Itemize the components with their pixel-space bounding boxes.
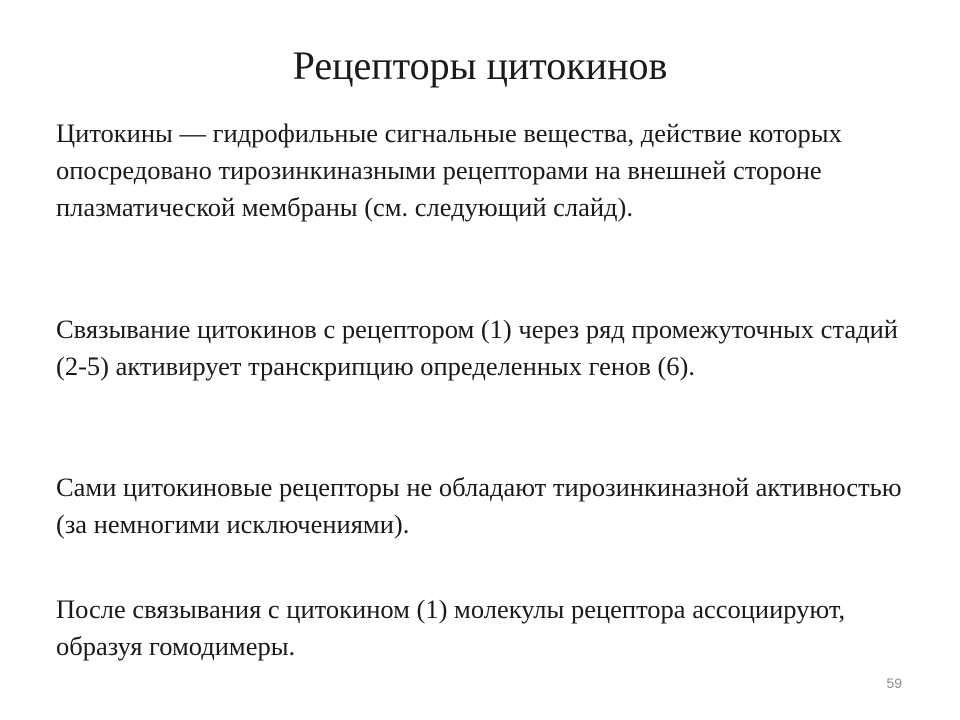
paragraph-receptor-binding: Связывание цитокинов с рецептором (1) через ряд промежуточных стадий (2-5) активирует транскрипцию определенных генов (6). — [56, 314, 898, 381]
paragraph-homodimers: После связывания с цитокином (1) молекулы рецептора ассоциируют, образуя гомодимеры. — [56, 594, 846, 661]
slide-title: Рецепторы цитокинов — [292, 43, 668, 88]
paragraph-receptor-activity: Сами цитокиновые рецепторы не обладают тирозинкиназной активностью (за немногими исключениями). — [56, 472, 902, 539]
paragraph-cytokines-definition: Цитокины — гидрофильные сигнальные вещества, действие которых опосредовано тирозинкиназными рецепторами на внешней стороне плазматической мембраны (см. следующий слайд). — [56, 118, 842, 222]
page-number: 59 — [886, 675, 902, 691]
